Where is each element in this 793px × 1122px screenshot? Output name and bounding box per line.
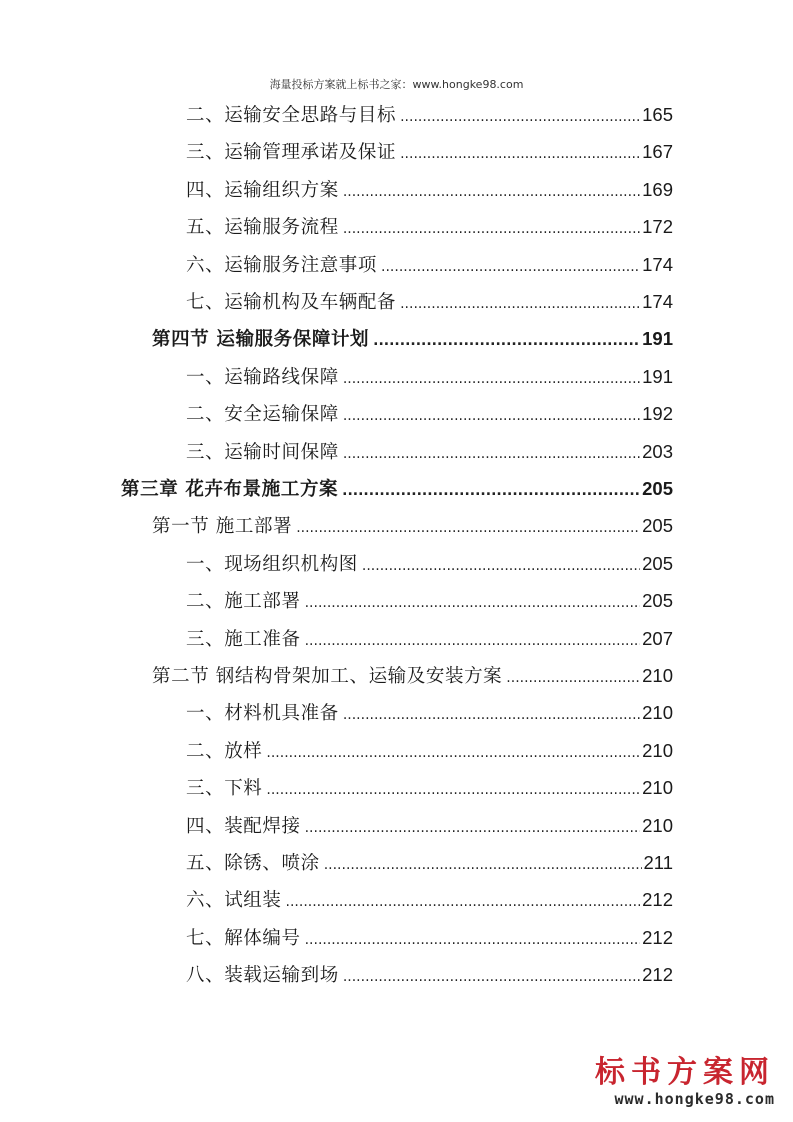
toc-entry[interactable] [186,101,673,131]
toc-page-number: 205 [642,552,673,574]
toc-dot-leader [305,820,641,836]
toc-dot-leader [373,333,640,349]
toc-dot-leader [305,932,641,948]
toc-entry-label: 三、运输管理承诺及保证 [186,142,397,164]
toc-entry-label: 三、下料 [186,778,263,800]
toc-page-number: 172 [642,216,673,238]
toc-entry[interactable] [186,924,673,954]
toc-entry[interactable] [152,512,673,542]
toc-page-number: 203 [642,440,673,462]
toc-page-number: 192 [642,403,673,425]
toc-dot-leader [343,446,640,462]
toc-entry-label: 三、施工准备 [186,628,301,650]
toc-page-number: 212 [642,964,673,986]
toc-entry[interactable] [186,438,673,468]
toc-entry[interactable] [186,849,673,879]
toc-entry[interactable] [186,138,673,168]
watermark-title: 标书方案网 [595,1055,775,1090]
toc-dot-leader [305,595,641,611]
toc-entry-label: 三、运输时间保障 [186,441,339,463]
toc-entry-label: 第三章 花卉布景施工方案 [121,479,339,500]
toc-entry-label: 第一节 施工部署 [152,516,293,538]
toc-page-number: 210 [642,814,673,836]
toc-entry[interactable] [186,176,673,206]
toc-page-number: 165 [642,104,673,125]
toc-dot-leader [266,782,640,798]
toc-dot-leader [296,520,640,536]
toc-entry-label: 一、现场组织机构图 [186,553,358,575]
toc-page-number: 167 [642,141,673,163]
toc-entry-label: 四、运输组织方案 [186,179,339,201]
toc-entry[interactable] [186,812,673,842]
toc-entry-label: 四、装配焊接 [186,815,301,837]
toc-dot-leader [342,483,640,499]
toc-page-number: 205 [642,590,673,612]
toc-page-number: 174 [642,253,673,275]
toc-entry-label: 五、运输服务流程 [186,217,339,239]
toc-page-number: 207 [642,627,673,649]
toc-entry[interactable] [186,251,673,281]
toc-dot-leader [343,184,640,200]
toc-entry-label: 一、材料机具准备 [186,703,339,725]
toc-entry-label: 八、装载运输到场 [186,965,339,987]
toc-entry[interactable] [186,550,673,580]
toc-entry[interactable] [186,699,673,729]
toc-entry-label: 五、除锈、喷涂 [186,853,320,874]
toc-page-number: 212 [642,889,673,911]
toc-page-number: 191 [642,328,673,350]
toc-entry-label: 一、运输路线保障 [186,366,339,388]
toc-dot-leader [381,259,640,275]
toc-dot-leader [305,633,641,649]
toc-page-number: 191 [642,365,673,387]
page-header: 海量投标方案就上标书之家：www.hongke98.com [269,78,524,91]
toc-dot-leader [506,670,640,686]
toc-page-number: 169 [642,178,673,200]
toc-entry[interactable] [186,213,673,243]
toc-entry-label: 二、施工部署 [186,591,301,613]
toc-entry-label: 六、运输服务注意事项 [186,254,378,276]
toc-page-number: 210 [642,702,673,724]
toc-dot-leader [343,371,640,387]
toc-dot-leader [324,857,642,873]
toc-page-number: 174 [642,291,673,312]
toc-entry[interactable] [121,475,673,505]
toc-entry[interactable] [186,587,673,617]
toc-dot-leader [400,146,640,162]
toc-dot-leader [286,894,641,910]
toc-dot-leader [343,408,640,424]
watermark-url: www.hongke98.com [614,1090,775,1108]
toc-entry[interactable] [186,363,673,393]
toc-entry-label: 七、解体编号 [186,927,301,949]
toc-entry-label: 六、试组装 [186,890,282,912]
toc-entry-label: 二、运输安全思路与目标 [186,105,397,126]
toc-entry[interactable] [152,662,673,692]
toc-entry[interactable] [186,961,673,991]
toc-page-number: 210 [642,739,673,761]
toc-entry-label: 七、运输机构及车辆配备 [186,292,397,313]
toc-entry[interactable] [186,774,673,804]
toc-page-number: 205 [642,478,673,499]
toc-entry[interactable] [152,325,673,355]
toc-page-number: 210 [642,777,673,799]
toc-page-number: 210 [642,665,673,686]
toc-page-number: 211 [643,852,673,873]
toc-entry-label: 第四节 运输服务保障计划 [152,329,370,351]
toc-entry-label: 二、放样 [186,740,263,762]
toc-dot-leader [266,745,640,761]
toc-dot-leader [362,558,640,574]
toc-entry[interactable] [186,288,673,318]
toc-entry[interactable] [186,625,673,655]
toc-entry[interactable] [186,737,673,767]
toc-dot-leader [343,969,640,985]
toc-entry-label: 第二节 钢结构骨架加工、运输及安装方案 [152,666,503,687]
toc-dot-leader [400,296,640,312]
toc-page-number: 212 [642,926,673,948]
toc-dot-leader [343,221,640,237]
toc-entry[interactable] [186,886,673,916]
toc-dot-leader [400,109,640,125]
toc-page-number: 205 [642,515,673,537]
toc-entry-label: 二、安全运输保障 [186,404,339,426]
toc-entry[interactable] [186,400,673,430]
toc-dot-leader [343,707,640,723]
watermark [595,1056,775,1108]
